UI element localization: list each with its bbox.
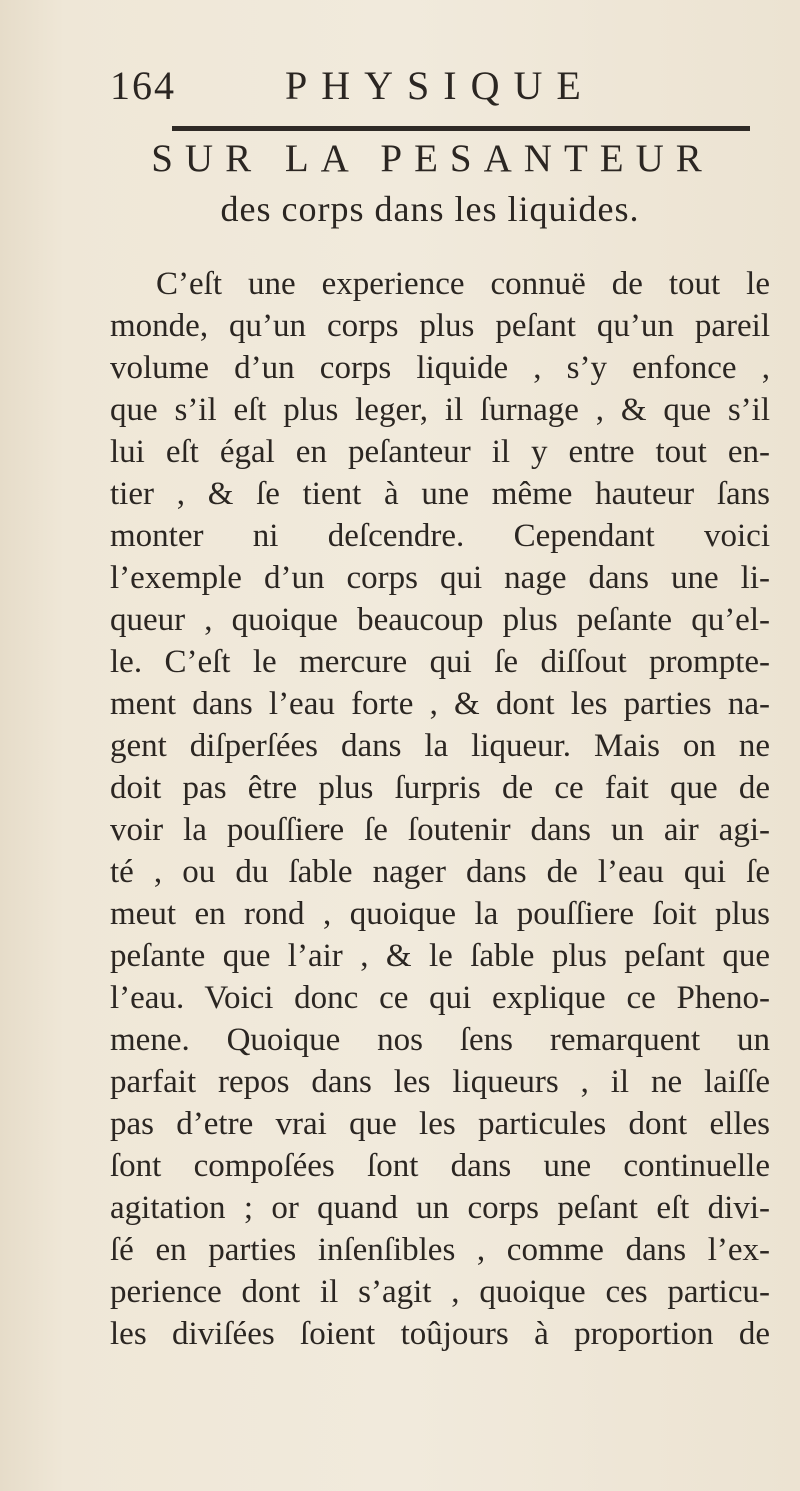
text-line: monter ni deſcendre. Cependant voici (110, 518, 770, 554)
text-line: mene. Quoique nos ſens remarquent un (110, 1022, 770, 1058)
text-line: parfait repos dans les liqueurs , il ne laiſſe (110, 1064, 770, 1100)
text-line: l’exemple d’un corps qui nage dans une li- (110, 560, 770, 596)
text-line: ſont compoſées ſont dans une continuelle (110, 1148, 770, 1184)
text-line: volume d’un corps liquide , s’y enfonce , (110, 350, 770, 386)
text-line: meut en rond , quoique la pouſſiere ſoit plus (110, 896, 770, 932)
text-line: queur , quoique beaucoup plus peſante qu’el- (110, 602, 770, 638)
text-line: voir la pouſſiere ſe ſoutenir dans un air agi- (110, 812, 770, 848)
text-line: l’eau. Voici donc ce qui explique ce Pheno- (110, 980, 770, 1016)
text-line: peſante que l’air , & le ſable plus peſant que (110, 938, 770, 974)
page-number: 164 (110, 63, 176, 108)
text-line: té , ou du ſable nager dans de l’eau qui ſe (110, 854, 770, 890)
text-line: agitation ; or quand un corps peſant eſt divi- (110, 1190, 770, 1226)
text-line: pas d’etre vrai que les particules dont elles (110, 1106, 770, 1142)
text-line: ment dans l’eau forte , & dont les parties na- (110, 686, 770, 722)
section-subtitle: des corps dans les liquides. (220, 189, 640, 229)
body-text (110, 263, 770, 1355)
text-line: gent diſperſées dans la liqueur. Mais on ne (110, 728, 770, 764)
text-line: lui eſt égal en peſanteur il y entre tout en- (110, 434, 770, 470)
page-header (110, 62, 750, 112)
text-line: le. C’eſt le mercure qui ſe diſſout prompte- (110, 644, 770, 680)
running-head: PHYSIQUE (285, 63, 595, 108)
text-line: ſé en parties inſenſibles , comme dans l’ex- (110, 1232, 770, 1268)
text-line: C’eſt une experience connuë de tout le (156, 266, 770, 302)
header-rule (172, 126, 750, 131)
text-line: perience dont il s’agit , quoique ces particu- (110, 1274, 770, 1310)
section-title: SUR LA PESANTEUR (151, 137, 714, 180)
text-line: les diviſées ſoient toûjours à proportion de (110, 1316, 770, 1352)
text-line: doit pas être plus ſurpris de ce fait que de (110, 770, 770, 806)
text-line: monde, qu’un corps plus peſant qu’un pareil (110, 308, 770, 344)
text-line: que s’il eſt plus leger, il ſurnage , & que s’il (110, 392, 770, 428)
text-line: tier , & ſe tient à une même hauteur ſans (110, 476, 770, 512)
